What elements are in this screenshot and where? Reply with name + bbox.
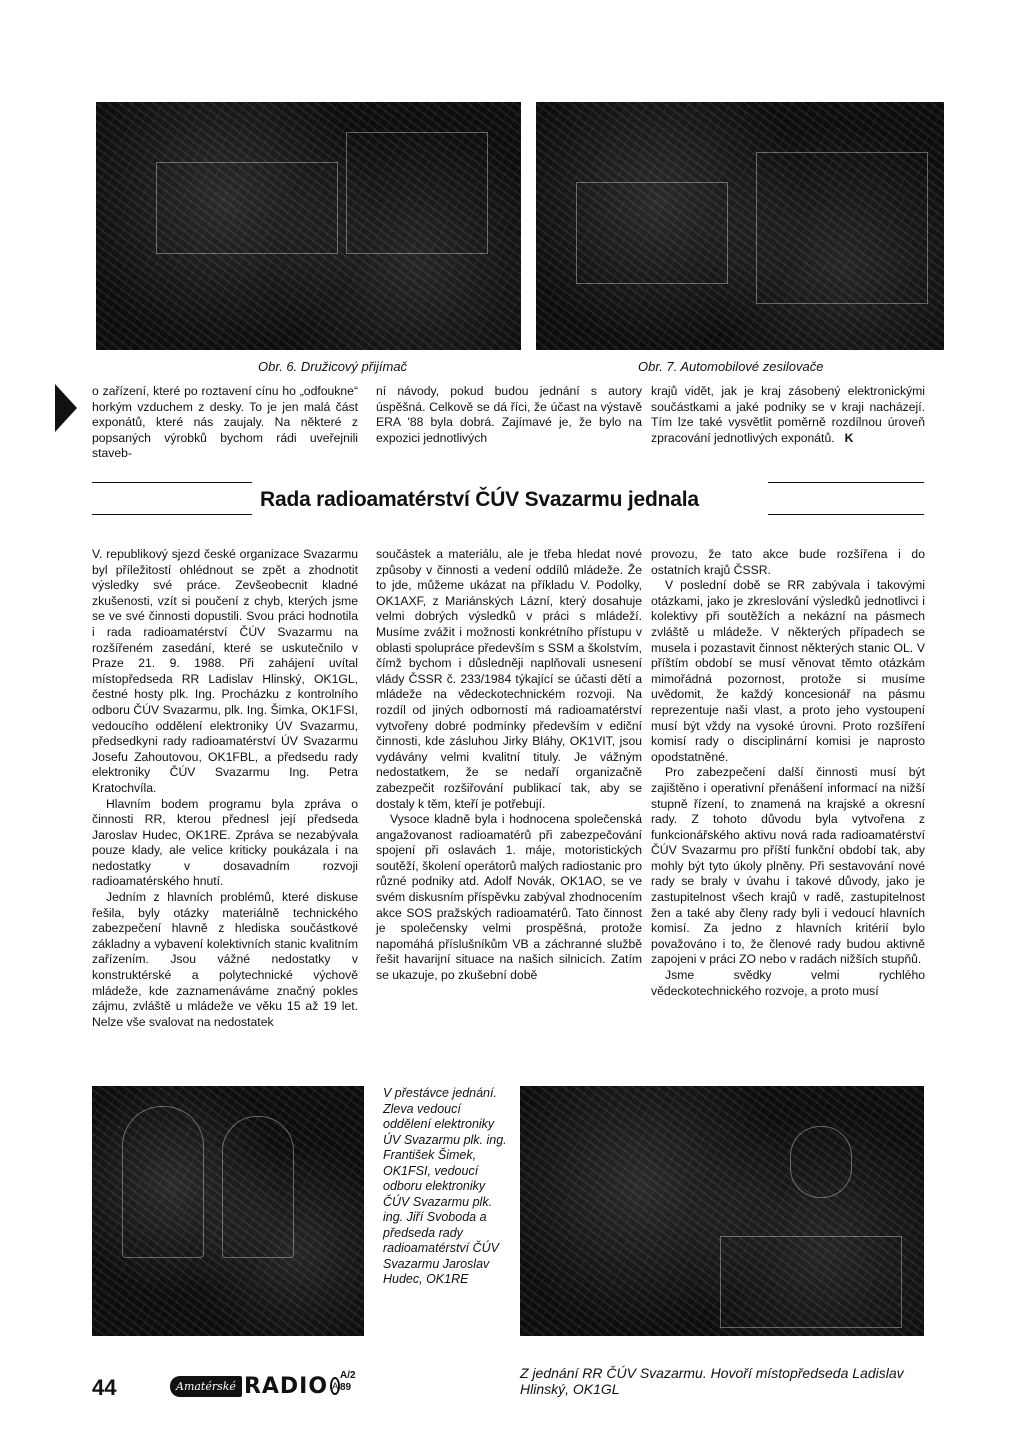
logo-word: RADIO <box>243 1373 329 1399</box>
article-heading: Rada radioamatérství ČÚV Svazarmu jednala <box>260 488 699 511</box>
article-col1-para-3: Jedním z hlavních problémů, které diskuse řešila, byly otázky materiálně technického zabezpečení hlavně z hlediska součástkové základny a vybavení kolektivních stanic kvalitním zařízením. Jsou vážné nedostatky v konstruktérské a polytechnické výchově mládeže, kde zaznamenáváme značný pokles zájmu, zvláště u mládeže ve věku 15 až 19 let. Nelze vše svalovat na nedostatek <box>92 890 358 1029</box>
article-col2-para-1: součástek a materiálu, ale je třeba hledat nové způsoby v činnosti a vedení oddílů mládeže. Že to jde, můžeme ukázat na příkladu V. Podolky, OK1AXF, z Mariánských Lázní, který dosahuje velmi dobrých výsledků v práci s mládeží. Musíme zvážit i možnosti konkrétního přístupu v oblasti spolupráce především s SSM a školstvím, čímž bychom i důsledněji naplňovali usnesení vlády ČSSR č. 233/1984 týkající se účasti dětí a mládeže na vědeckotechnickém rozvoji. Na rozdíl od jiných odborností má radioamatérství vytvořeny dobré podmínky především v ediční činnosti, kde zásluhou Jirky Bláhy, OK1VIT, jsou vydávány velmi kvalitní tituly. Je vážným nedostatkem, že se nedaří organizačně zabezpečit rozšiřování publikací tak, aby se dostaly k těm, kteří je potřebují. <box>376 547 642 811</box>
magazine-logo <box>170 1373 339 1399</box>
top-column-3: krajů vidět, jak je kraj zásobený elektronickými součástkami a jaké podniky se v kraji nacházejí. Tím lze také vysvětlit poměrně rozdílnou úroveň zpracování jednotlivých exponátů. K <box>651 384 925 445</box>
logo-script: Amatérské <box>170 1376 242 1397</box>
heading-rule-top-right <box>768 482 924 483</box>
photo-car-amplifiers <box>536 102 944 350</box>
top-column-2: ní návody, pokud budou jednání s autory úspěšná. Celkově se dá říci, že účast na výstavě ERA '88 byla dobrá. Zajímavé je, že bylo na expozici jednotlivých <box>376 384 642 445</box>
article-col3-para-1: provozu, že tato akce bude rozšířena i do ostatních krajů ČSSR. <box>651 547 925 577</box>
page-number: 44 <box>92 1375 117 1400</box>
continuation-arrow-icon <box>55 384 77 432</box>
fig6-caption: Obr. 6. Družicový přijímač <box>258 359 408 374</box>
heading-rule-bottom-left <box>92 514 252 515</box>
heading-rule-top-left <box>92 482 252 483</box>
logo-badge-icon: A <box>330 1377 340 1395</box>
fig7-caption: Obr. 7. Automobilové zesilovače <box>638 359 824 374</box>
photo-meeting <box>92 1086 364 1336</box>
article-col2-para-2: Vysoce kladně byla i hodnocena společenská angažovanost radioamatérů při zabezpečování spojení při oslavách 1. máje, motoristických soutěží, školení operátorů malých radiostanic pro různé podniky atd. Adolf Novák, OK1AO, se ve svém diskusním příspěvku zabýval zhodnocením akce SOS pražských radioamatérů. Tato činnost je společensky velmi prospěšná, protože napomáhá příslušníkům VB a záchranné službě řešit havarijní situace na našich silnicích. Zatím se ukazuje, po zkušební době <box>376 812 642 983</box>
photo-satellite-receiver <box>96 102 521 350</box>
article-col3-para-3: Pro zabezpečení další činnosti musí být zajištěno i operativní přenášení informací na nižší stupně řízení, to znamená na krajské a okresní rady. Z tohoto důvodu byla vytvořena z funkcionářského aktivu nová rada radioamatérství ČÚV Svazarmu pro příští funkční období tak, aby mohly být tyto úkoly plněny. Při sestavování nové rady se braly v úvahu i takové důvody, jako je zastupitelnost všech krajů v radě, zastupitelnost žen a také aby členy rady byli i vedoucí hlavních komisí. Za jedno z hlavních kritérií bylo považováno i to, že členové rady budou aktivně zapojeni v práci ZO nebo v radách nižších stupňů. <box>651 765 925 967</box>
issue-number: A/2 <box>340 1370 356 1381</box>
article-column-3 <box>651 547 925 999</box>
heading-rule-bottom-right <box>768 514 924 515</box>
speaker-photo-caption: Z jednání RR ČÚV Svazarmu. Hovoří místopředseda Ladislav Hlinský, OK1GL <box>520 1365 904 1397</box>
article-col1-para-2: Hlavním bodem programu byla zpráva o činnosti RR, kterou přednesl její předseda Jaroslav Hudec, OK1RE. Zpráva se nezabývala pouze klady, ale velice kriticky poukázala i na nedostatky v dosavadním rozvoji radioamatérského hnutí. <box>92 796 358 889</box>
article-col3-para-2: V poslední době se RR zabývala i takovými otázkami, jako je zkreslování výsledků jednotlivci i kolektivy při soutěžích a nekázní na pásmech zvláště u mládeže. V některých případech se musela i pozastavit činnost některých stanic OL. V příštím období se musí věnovat těmto otázkám mimořádná pozornost, protože si musíme uvědomit, že každý koncesionář na pásmu reprezentuje naši vlast, a proto jeho vystoupení musí být vždy na vysoké úrovni. Proto rozšíření komisí rady o disciplinární komisi je naprosto opodstatněné. <box>651 578 925 764</box>
end-mark: K <box>844 430 854 445</box>
meeting-photo-caption: V přestávce jednání. Zleva vedoucí oddělení elektroniky ÚV Svazarmu plk. ing. František Šimek, OK1FSI, vedoucí odboru elektroniky ČÚV Svazarmu plk. ing. Jiří Svoboda a předseda rady radioamatérství ČÚV Svazarmu Jaroslav Hudec, OK1RE <box>383 1086 507 1286</box>
article-col3-para-4: Jsme svědky velmi rychlého vědeckotechnického rozvoje, a proto musí <box>651 968 925 998</box>
article-column-1 <box>92 547 358 1030</box>
issue-year: 89 <box>340 1382 352 1393</box>
article-col1-para-1: V. republikový sjezd české organizace Svazarmu byl příležitostí ohlédnout se zpět a zhodnotit výsledky své práce. Zevšeobecnit kladné zkušenosti, vzít si poučení z chyb, kterých jsme se ve své činnosti dopustili. Svou práci hodnotila i rada radioamatérství ČÚV Svazarmu na rozšířeném zasedání, které se uskutečnilo v Praze 21. 9. 1988. Při zahájení uvítal místopředseda RR Ladislav Hlinský, OK1GL, čestné hosty plk. Ing. Procházku z kontrolního odboru ČÚV Svazarmu, plk. Ing. Šimka, OK1FSI, vedoucího oddělení elektroniky ÚV Svazarmu, předsedkyni rady radioamatérství ÚV Svazarmu Josefu Zahoutovou, OK1FBL, a předsedu rady elektroniky ČÚV Svazarmu Ing. Petra Kratochvíla. <box>92 547 358 795</box>
top-column-1: o zařízení, které po roztavení cínu ho „odfoukne“ horkým vzduchem z desky. To je jen malá část exponátů, které nás zaujaly. Na některé z popsaných výrobků bychom rádi uveřejnili staveb- <box>92 384 358 461</box>
article-column-2 <box>376 547 642 984</box>
photo-speaker <box>520 1086 924 1336</box>
issue-info <box>340 1370 356 1394</box>
